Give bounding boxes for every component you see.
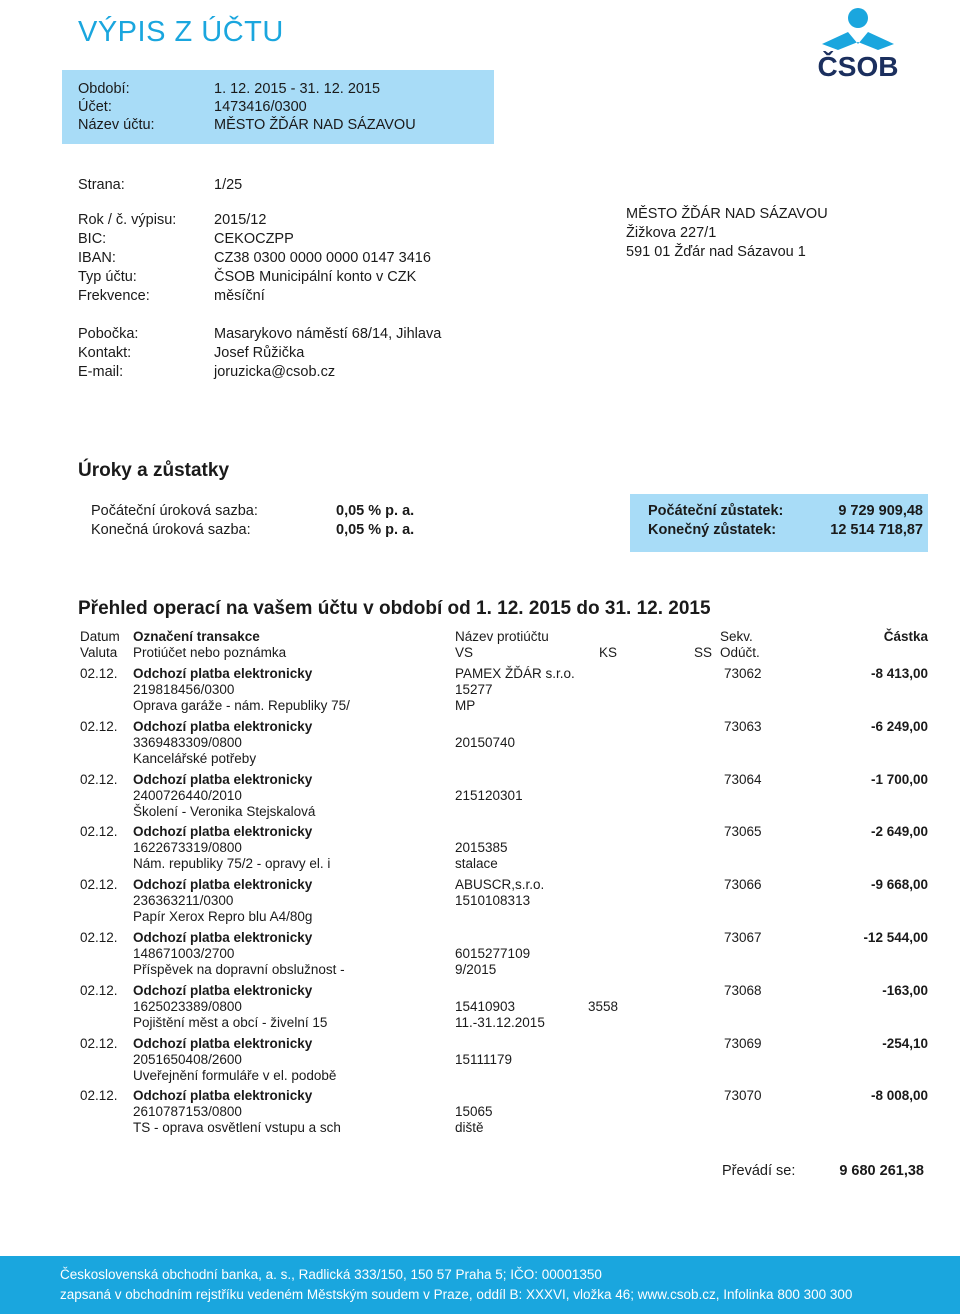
tx-note: Nám. republiky 75/2 - opravy el. i xyxy=(133,856,331,872)
tx-extra: 11.-31.12.2015 xyxy=(455,1014,545,1030)
tx-note: Oprava garáže - nám. Republiky 75/ xyxy=(133,698,350,713)
tx-account: 2610787153/0800 xyxy=(133,1104,242,1120)
opening-balance-value: 9 729 909,48 xyxy=(838,503,923,519)
footer xyxy=(0,1256,960,1314)
email-label: E-mail: xyxy=(78,364,124,380)
tx-account: 1625023389/0800 xyxy=(133,998,242,1014)
closing-balance-value: 12 514 718,87 xyxy=(830,522,923,538)
tx-date: 02.12. xyxy=(80,666,118,681)
tx-sequence: 73067 xyxy=(724,930,762,945)
header-oducet: Odúčt. xyxy=(720,645,760,660)
detail-label: Typ účtu: xyxy=(78,269,137,285)
tx-vs: 20150740 xyxy=(455,734,516,750)
tx-account: 3369483309/0800 xyxy=(133,734,242,750)
header-sekv: Sekv. xyxy=(720,629,753,644)
tx-amount: -8 413,00 xyxy=(870,666,928,681)
header-protiucet: Protiúčet nebo poznámka xyxy=(133,645,287,660)
carry-over-value: 9 680 261,38 xyxy=(839,1163,924,1179)
email-link[interactable]: joruzicka@csob.cz xyxy=(214,364,336,380)
tx-date: 02.12. xyxy=(80,1088,118,1104)
tx-type: Odchozí platba elektronicky xyxy=(133,771,313,787)
tx-extra: diště xyxy=(455,1120,484,1136)
tx-amount: -8 008,00 xyxy=(870,1088,928,1104)
tx-note: TS - oprava osvětlení vstupu a sch xyxy=(133,1120,341,1136)
table-row xyxy=(80,719,928,771)
rate-value: 0,05 % p. a. xyxy=(336,522,415,538)
tx-type: Odchozí platba elektronicky xyxy=(133,982,313,998)
logo-wordmark: ČSOB xyxy=(817,51,899,80)
csob-logo-icon xyxy=(808,4,908,80)
detail-value: CEKOCZPP xyxy=(214,231,294,247)
tx-account: 2051650408/2600 xyxy=(133,1051,242,1067)
tx-amount: -254,10 xyxy=(882,1035,928,1051)
address-line: Žižkova 227/1 xyxy=(626,225,717,241)
tx-account: 148671003/2700 xyxy=(133,946,235,961)
table-row xyxy=(80,1088,928,1140)
period-value: 1. 12. 2015 - 31. 12. 2015 xyxy=(214,81,381,97)
tx-sequence: 73066 xyxy=(724,877,762,893)
detail-value: 2015/12 xyxy=(214,212,267,228)
tx-sequence: 73063 xyxy=(724,718,762,734)
tx-note: Pojištění měst a obcí - živelní 15 xyxy=(133,1014,328,1030)
table-row xyxy=(80,983,928,1035)
tx-amount: -12 544,00 xyxy=(863,930,928,945)
table-row xyxy=(80,930,928,982)
branch-value: Masarykovo náměstí 68/14, Jihlava xyxy=(214,326,442,342)
tx-note: Uveřejnění formuláře v el. podobě xyxy=(133,1067,337,1083)
header-castka: Částka xyxy=(883,629,928,644)
detail-value: měsíční xyxy=(214,288,265,304)
account-info-box xyxy=(62,70,494,144)
tx-note: Příspěvek na dopravní obslužnost - xyxy=(133,962,345,977)
table-row xyxy=(80,772,928,824)
header-ss: SS xyxy=(694,645,713,660)
footer-line: Československá obchodní banka, a. s., Radlická 333/150, 150 57 Praha 5; IČO: 00001350 xyxy=(60,1267,602,1282)
tx-type: Odchozí platba elektronicky xyxy=(133,666,313,681)
tx-sequence: 73068 xyxy=(724,982,762,998)
header-nazev: Název protiúčtu xyxy=(455,629,549,644)
table-row xyxy=(80,1036,928,1088)
header-datum: Datum xyxy=(80,629,120,644)
tx-date: 02.12. xyxy=(80,930,118,945)
tx-counterparty: ABUSCR,s.r.o. xyxy=(455,877,545,893)
tx-note: Papír Xerox Repro blu A4/80g xyxy=(133,909,313,925)
header-ks: KS xyxy=(599,645,618,660)
account-name-value: MĚSTO ŽĎÁR NAD SÁZAVOU xyxy=(214,117,416,133)
table-row xyxy=(80,824,928,876)
tx-account: 1622673319/0800 xyxy=(133,840,242,856)
tx-sequence: 73064 xyxy=(724,771,762,787)
header-vs: VS xyxy=(455,645,474,660)
tx-note: Školení - Veronika Stejskalová xyxy=(133,803,316,819)
tx-sequence: 73065 xyxy=(724,824,762,840)
operations-section-title: Přehled operací na vašem účtu v období od 1. 12. 2015 do 31. 12. 2015 xyxy=(78,598,711,619)
detail-value: ČSOB Municipální konto v CZK xyxy=(214,269,417,285)
tx-account: 236363211/0300 xyxy=(133,893,234,909)
tx-vs: 6015277109 xyxy=(455,946,531,961)
tx-vs: 215120301 xyxy=(455,787,523,803)
tx-date: 02.12. xyxy=(80,824,118,840)
rate-label: Konečná úroková sazba: xyxy=(91,522,251,538)
footer-line: zapsaná v obchodním rejstříku vedeném Městským soudem v Praze, oddíl B: XXXVI, vložka 46; www.csob.cz, Infolinka 800 300 300 xyxy=(60,1287,853,1302)
page-title: VÝPIS Z ÚČTU xyxy=(78,16,284,48)
opening-balance-label: Počáteční zůstatek: xyxy=(648,503,784,519)
tx-amount: -163,00 xyxy=(882,982,928,998)
tx-date: 02.12. xyxy=(80,1035,118,1051)
rate-value: 0,05 % p. a. xyxy=(336,503,415,519)
detail-value: CZ38 0300 0000 0000 0147 3416 xyxy=(214,250,431,266)
tx-counterparty: PAMEX ŽĎÁR s.r.o. xyxy=(455,666,575,681)
tx-type: Odchozí platba elektronicky xyxy=(133,824,313,840)
header-oznaceni: Označení transakce xyxy=(133,629,260,644)
tx-extra: 9/2015 xyxy=(455,962,497,977)
tx-amount: -6 249,00 xyxy=(870,718,928,734)
tx-vs: 15277 xyxy=(455,682,493,697)
tx-vs: 1510108313 xyxy=(455,893,531,909)
table-row xyxy=(80,877,928,929)
tx-amount: -9 668,00 xyxy=(870,877,928,893)
detail-label: IBAN: xyxy=(78,250,116,266)
tx-type: Odchozí platba elektronicky xyxy=(133,718,313,734)
account-label: Účet: xyxy=(78,99,112,115)
rate-label: Počáteční úroková sazba: xyxy=(91,503,258,519)
header-valuta: Valuta xyxy=(80,645,118,660)
tx-date: 02.12. xyxy=(80,982,118,998)
interest-section-title: Úroky a zůstatky xyxy=(78,460,230,481)
tx-amount: -2 649,00 xyxy=(870,824,928,840)
address-line: MĚSTO ŽĎÁR NAD SÁZAVOU xyxy=(626,206,828,222)
detail-label: Frekvence: xyxy=(78,288,150,304)
tx-sequence: 73062 xyxy=(724,666,762,681)
address-line: 591 01 Žďár nad Sázavou 1 xyxy=(626,244,806,260)
tx-vs: 15065 xyxy=(455,1104,493,1120)
tx-date: 02.12. xyxy=(80,771,118,787)
tx-type: Odchozí platba elektronicky xyxy=(133,1088,313,1104)
tx-amount: -1 700,00 xyxy=(870,771,928,787)
detail-label: Rok / č. výpisu: xyxy=(78,212,177,228)
page-number-label: Strana: xyxy=(78,177,125,193)
carry-over-label: Převádí se: xyxy=(722,1163,796,1179)
account-value: 1473416/0300 xyxy=(214,99,307,115)
tx-account: 219818456/0300 xyxy=(133,682,235,697)
csob-logo xyxy=(808,4,908,80)
detail-label: BIC: xyxy=(78,231,107,247)
tx-vs: 15111179 xyxy=(455,1051,513,1067)
tx-extra: MP xyxy=(455,698,476,713)
closing-balance-label: Konečný zůstatek: xyxy=(648,522,777,538)
contact-value: Josef Růžička xyxy=(214,345,305,361)
tx-ks: 3558 xyxy=(588,998,619,1014)
tx-type: Odchozí platba elektronicky xyxy=(133,1035,313,1051)
tx-account: 2400726440/2010 xyxy=(133,787,242,803)
tx-sequence: 73069 xyxy=(724,1035,762,1051)
tx-note: Kancelářské potřeby xyxy=(133,750,257,766)
tx-type: Odchozí platba elektronicky xyxy=(133,930,313,945)
tx-sequence: 73070 xyxy=(724,1088,762,1104)
balance-box xyxy=(630,494,928,552)
tx-vs: 15410903 xyxy=(455,998,516,1014)
account-name-label: Název účtu: xyxy=(78,117,155,133)
page-number-value: 1/25 xyxy=(214,177,243,193)
period-label: Období: xyxy=(78,81,130,97)
tx-vs: 2015385 xyxy=(455,840,508,856)
contact-label: Kontakt: xyxy=(78,345,132,361)
branch-label: Pobočka: xyxy=(78,326,139,342)
tx-date: 02.12. xyxy=(80,877,118,893)
tx-date: 02.12. xyxy=(80,718,118,734)
tx-type: Odchozí platba elektronicky xyxy=(133,877,313,893)
table-row xyxy=(80,666,928,718)
tx-extra: stalace xyxy=(455,856,498,872)
